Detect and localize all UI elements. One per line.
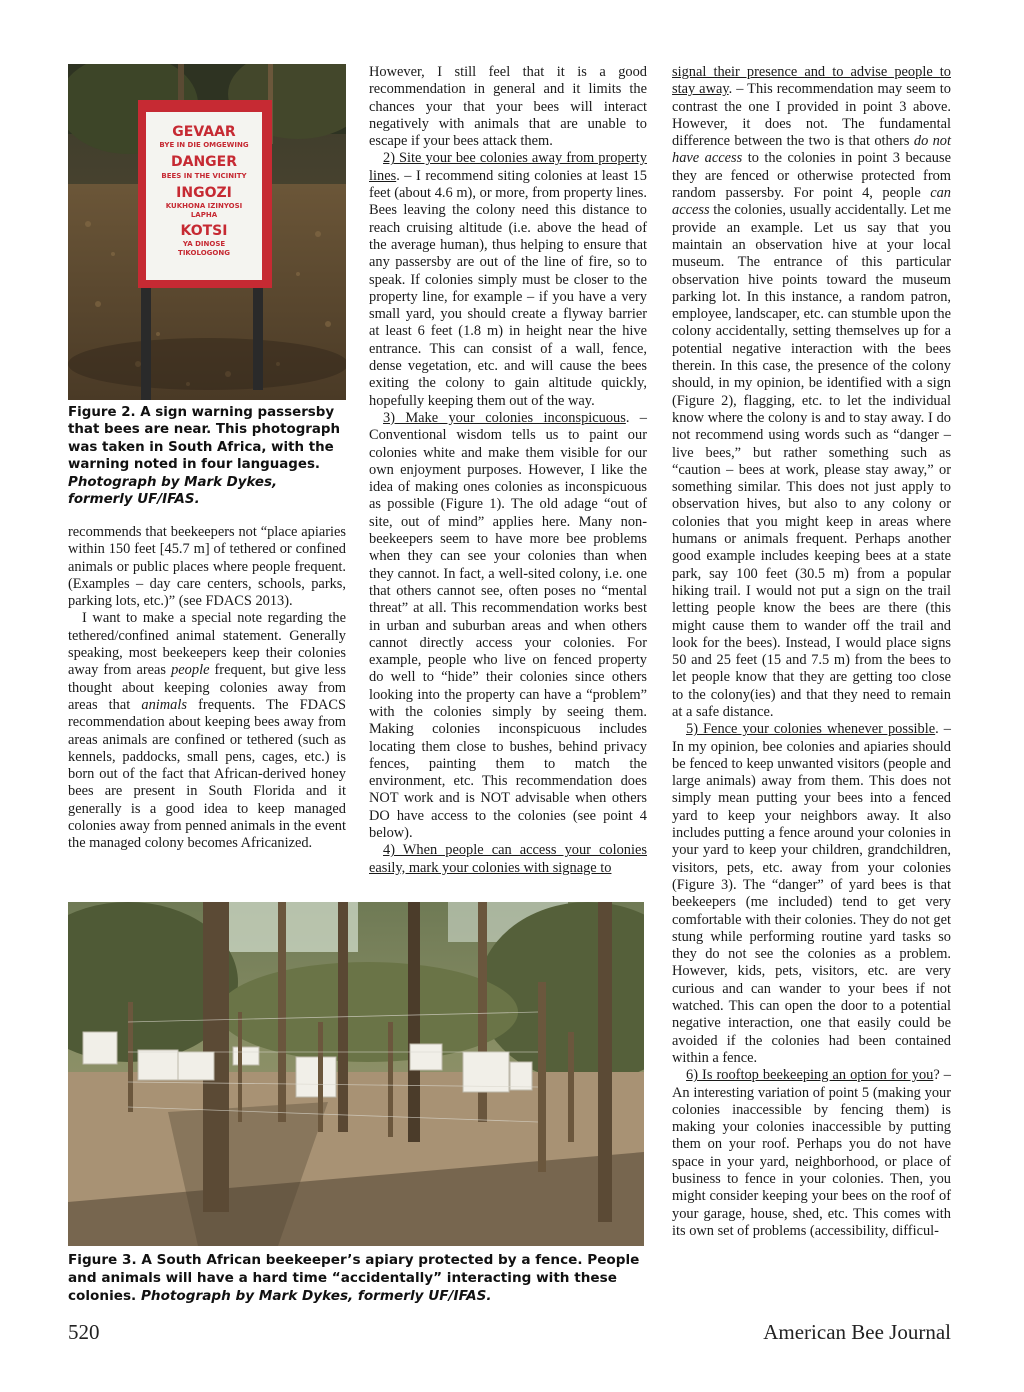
col2-heading-property-lines: 2) Site your bee colonies away from property lines [369, 150, 647, 184]
sign-line-kotsi-sub-1: YA DINOSE [182, 240, 226, 248]
col2-paragraph-1: However, I still feel that it is a good recommendation in general and it limits the chances your that your bees will interact negatively with animals that are unable to escape if your bees attack them. [369, 64, 647, 150]
col3-heading-signage-cont: signal their presence and to advise people to stay away [672, 64, 951, 98]
col3-heading-rooftop: 6) Is rooftop beekeeping an option for you [686, 1067, 934, 1084]
col3-paragraph-3 [672, 1067, 951, 1240]
col1-paragraph-1: recommends that beekeepers not “place apiaries within 150 feet [45.7 m] of tethered or confined animals or public places where people frequent. (Examples – day care centers, schools, parks, parking lots, etc.)” (see FDACS 2013). [68, 524, 346, 610]
sign-line-gevaar-sub: BYE IN DIE OMGEWING [159, 141, 249, 149]
col2-paragraph-3 [369, 410, 647, 842]
sign-line-ingozi: INGOZI [176, 185, 232, 201]
column-1 [68, 524, 346, 853]
col2-paragraph-4 [369, 842, 647, 877]
col1-paragraph-2 [68, 610, 346, 852]
figure-3-photo [68, 902, 644, 1246]
sign-line-ingozi-sub-1: KUKHONA IZINYOSI [165, 202, 243, 210]
figure-2-photo [68, 64, 346, 400]
figure-2-caption [68, 404, 346, 508]
column-3 [672, 64, 951, 1240]
col1-p2-text-e: frequents. The FDACS recommendation about keeping bees away from areas animals are confined or tethered (such as kennels, paddocks, small pens, cages, etc.) is born out of the fact that African-derived honey bees are present in South Florida and it generally is a good idea to keep managed colonies away from penned animals in the event the managed colony becomes Africanized. [68, 696, 346, 852]
figure-2-caption-text: Figure 2. A sign warning passersby that bees are near. This photograph was taken in South Africa, with the warning noted in four languages. [68, 405, 341, 473]
journal-name: American Bee Journal [763, 1320, 951, 1344]
sign-line-ingozi-sub-2: LAPHA [190, 211, 218, 219]
sign-line-kotsi: KOTSI [180, 223, 228, 239]
sign-line-danger-sub: BEES IN THE VICINITY [161, 172, 247, 180]
col3-p1-text-c: to the colonies in point 3 because they are fenced or otherwise protected from random passersby. For point 4, people [672, 150, 951, 202]
fenced-apiary-photo [68, 902, 644, 1246]
col3-p1-emphasis-can-access: can access [672, 185, 951, 219]
figure-2-photo-credit: Photograph by Mark Dykes, formerly UF/IFAS. [68, 474, 278, 508]
figure-3-photo-credit: Photograph by Mark Dykes, formerly UF/IFAS. [140, 1288, 492, 1304]
col3-p1-emphasis-no-access: do not have access [672, 133, 951, 167]
col2-paragraph-2 [369, 150, 647, 409]
col2-p2-body: . – I recommend siting colonies at least 15 feet (about 4.6 m), or more, from property lines. Bees leaving the colony need this distance to reach cruising altitude (i.e. above the head of the average human), thus helping to ensure that any passersby are out of the line of fire, so to speak. If colonies simply must be closer to the property line, for example – if you have a very small yard, you should create a flyway barrier at least 6 feet (1.8 m) in height near the hive entrance. This can consist of a wall, fence, dense vegetation, etc. and will cause the bees exiting the colony to gain altitude quickly, hopefully keeping them out of the way. [369, 167, 647, 409]
col2-heading-signage: 4) When people can access your colonies easily, mark your colonies with signage to [369, 842, 647, 876]
sign-line-danger: DANGER [170, 154, 237, 170]
sign-text [146, 124, 262, 258]
col3-p1-text-e: the colonies, usually accidentally. Let me provide an example. Let us say that you maintain an observation hive at your local museum. The entrance of this particular observation hive points toward the museum parking lot. In this instance, a random patron, employee, landscaper, etc. can stumble upon the colony accidentally, setting themselves up for a potential negative interaction with the bees therein. In this case, the presence of the colony should, in my opinion, be identified with a sign (Figure 2), flagging, etc. to let the individual know where the colony is and to stay away. I do not recommend using words such as “danger – live bees,” but rather something such as “caution – bees at work, please stay away,” or something similar. This does not just apply to observation hives, but also to any colony or colonies that you might keep in areas where humans or animals frequent. Perhaps another good example includes keeping bees at a state park, say 100 feet (30.5 m) from a popular hiking trail. I would not put a sign on the trail letting people know the bees are there (this might cause them to wander off the trail and look for the bees). Instead, I would place signs 50 and 25 feet (15 and 7.5 m) from the bees to let people know that they are getting too close to the colony(ies) and that they need to remain at a safe distance. [672, 202, 951, 720]
sign-line-kotsi-sub-2: TIKOLOGONG [178, 249, 230, 257]
col1-p2-text-a: I want to make a special note regarding the tethered/confined animal statement. Generally speaking, most beekeepers keep their colonies away from areas [68, 610, 346, 679]
figure-3-caption-text: Figure 3. A South African beekeeper’s apiary protected by a fence. People and animals will have a hard time “accidentally” interacting with these colonies. [68, 1252, 640, 1304]
col3-paragraph-1 [672, 64, 951, 721]
col1-p2-emphasis-animals: animals [141, 696, 187, 713]
col3-paragraph-2 [672, 721, 951, 1067]
page-number: 520 [68, 1320, 100, 1344]
col1-p2-text-c: frequent, but give less thought about keeping colonies away from areas that [68, 662, 347, 713]
col2-heading-inconspicuous: 3) Make your colonies inconspicuous [383, 409, 626, 426]
col1-p2-emphasis-people: people [171, 662, 210, 679]
figure-3-caption [68, 1251, 648, 1305]
col3-p1-text-a: . – This recommendation may seem to contrast the one I provided in point 3 above. However, it does not. The fundamental difference between the two is that others [672, 81, 951, 150]
sign-line-gevaar: GEVAAR [172, 124, 236, 140]
col2-p3-body: . – Conventional wisdom tells us to paint our colonies white and make them visible for our own enjoyment purposes. However, I like the idea of making ones colonies as inconspicuous as possible (Figure 1). The old adage “out of site, out of mind” applies here. Many non-beekeepers seem to have more bee problems when they can see your colonies than when they cannot. In fact, a well-sited colony, i.e. one that others cannot see, often poses no “mental threat” at all. This recommendation works best in urban and suburban areas and when others cannot directly access your colonies. For example, people who live on fenced property do well to “hide” their colonies since others looking into the property can have a “problem” with the colonies simply by seeing them. Making colonies inconspicuous includes locating them close to bushes, behind privacy fences, painting them to match the environment, etc. This recommendation does NOT work and is NOT advisable when others DO have access to the colonies (see point 4 below). [369, 409, 647, 842]
col3-p3-body: ? – An interesting variation of point 5 (making your colonies inaccessible by fencing them) is making your colonies inaccessible by putting them on your roof. Perhaps you do not have space in your yard, neighborhood, or place of business to fence in your colonies. Then, you might consider keeping your bees on the roof of your garage, house, shed, etc. This comes with its own set of problems (accessibility, difficul- [672, 1067, 951, 1239]
col3-heading-fence: 5) Fence your colonies whenever possible [686, 721, 936, 738]
col3-p2-body: . – In my opinion, bee colonies and apiaries should be fenced to keep unwanted visitors (people and large animals) away from them. This does not simply mean putting your bees into a fenced yard to keep your neighbors away. It also includes putting a fence around your colonies in your yard to keep your children, grandchildren, visitors, pets, etc. away from your colonies (Figure 3). The “danger” of yard bees is that beekeepers (me included) tend to get very comfortable with their colonies. They do not get stung while performing routine yard tasks so they do not see the colonies as a problem. However, kids, pets, visitors, etc. are very curious and can wander to your bees if not watched. This can open the door to a potential negative interaction, one that easily could be avoided if the colonies had been contained within a fence. [672, 721, 952, 1066]
column-2 [369, 64, 647, 877]
